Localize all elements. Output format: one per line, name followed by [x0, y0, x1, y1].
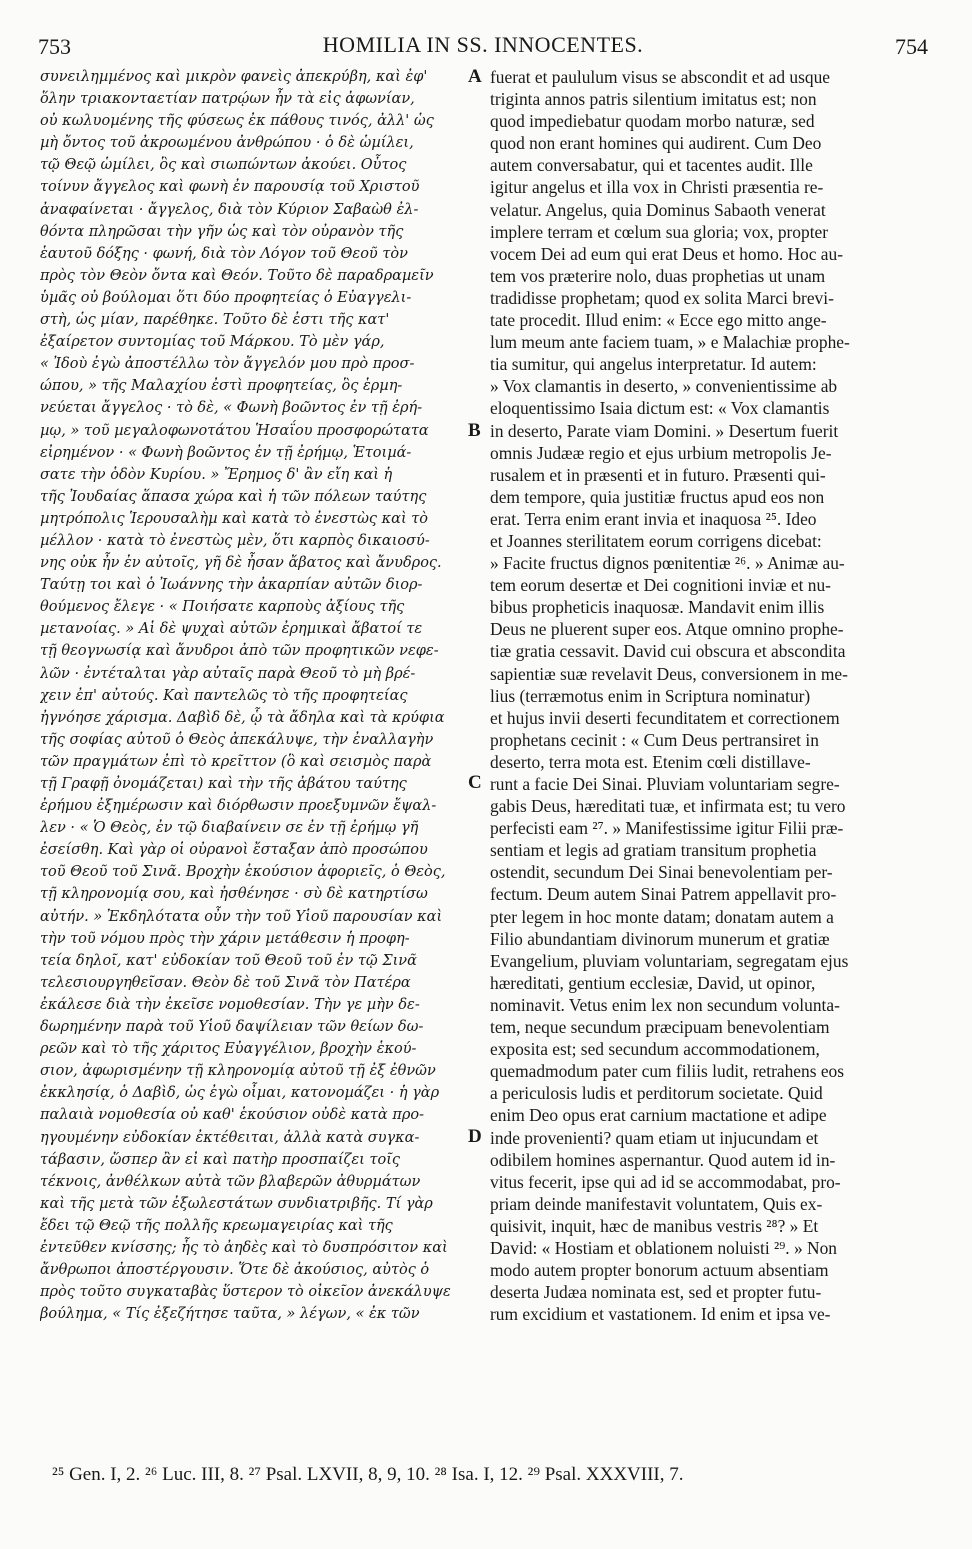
greek-text-line: µητρόπολις Ἱερουσαλὴµ καὶ κατὰ τὸ ἐνεστὼς καὶ τὸ [40, 510, 429, 527]
greek-text-line: συνειληµµένος καὶ µικρὸν φανεὶς ἀπεκρύβη, καὶ ἐφ' [40, 69, 428, 85]
latin-text-line: tradidisse prophetam; quod ex solita Marci brevi- [490, 287, 834, 308]
latin-text-line: Evangelium, pluviam voluntariam, segregatam ejus [490, 950, 849, 971]
greek-text-line: σατε τὴν ὁδὸν Κυρίου. » Ἔρηµος δ' ἂν εἴη καὶ ἡ [40, 466, 393, 483]
greek-text-line: µῳ, » τοῦ µεγαλοφωνοτάτου Ἡσαΐου προσφορώτατα [40, 422, 429, 439]
latin-text-line: exposita est; sed secundum accommodationem, [490, 1039, 820, 1060]
greek-text-line: θόντα πληρῶσαι τὴν γῆν ὡς καὶ τὸν οὐρανὸν τῆς [40, 223, 404, 240]
latin-text-line: lum meum ante faciem tuam, » e Malachiæ prophe- [490, 332, 850, 353]
latin-text-line: autem conversabatur, qui et tacentes audit. Ille [490, 155, 813, 176]
margin-letter-a: A [468, 66, 482, 87]
latin-text-line: tia sumitur, qui angelus interpretatur. Id autem: [490, 354, 817, 375]
latin-text-line: tate procedit. Illud enim: « Ecce ego mitto ange- [490, 310, 827, 331]
greek-text-line: νης οὐκ ἦν ἐν αὐτοῖς, γῆ δὲ ἦσαν ἄβατος καὶ ἄνυδρος. [40, 555, 442, 572]
latin-text-line: quod non erant homines qui audirent. Cum Deo [490, 133, 822, 154]
greek-text-line: δωρηµένην παρὰ τοῦ Υἱοῦ δαψίλειαν τῶν θείων δω- [40, 1019, 424, 1036]
latin-text-line: deserta Judæa nominata est, sed et propter futu- [490, 1282, 822, 1303]
greek-text-line: τὴν τοῦ νόµου πρὸς τὴν χάριν µετάθεσιν ἡ προφη- [40, 930, 410, 947]
latin-text-line: quisivit, inquit, hæc de manibus vestris ²⁸? » Et [490, 1215, 819, 1236]
greek-text-line: ἔδει τῷ Θεῷ τῆς πολλῆς κρεωµαγειρίας καὶ τῆς [40, 1217, 393, 1234]
greek-text-line: ἀναφαίνεται · ἄγγελος, διὰ τὸν Κύριον Σαβαὼθ ἐλ- [40, 201, 419, 218]
latin-text-line: fuerat et paululum visus se abscondit et ad usque [490, 67, 831, 87]
latin-text-line: triginta annos patris silentium imitatus est; non [490, 89, 817, 110]
greek-text-line: πρὸς τὸν Θεὸν ὄντα καὶ Θεόν. Τοῦτο δὲ παραδραµεῖν [40, 267, 434, 284]
latin-text-line: a periculosis ludis et perditorum societate. Quid [490, 1083, 823, 1104]
greek-text-line: τῆς Ἰουδαίας ἅπασα χώρα καὶ ἡ τῶν πόλεων ταύτης [40, 488, 427, 505]
greek-text-line: τῇ κληρονοµίᾳ σου, καὶ ἠσθένησε · σὺ δὲ κατηρτίσω [40, 886, 428, 903]
greek-text-line: τοίνυν ἄγγελος καὶ φωνὴ ἐν παρουσίᾳ τοῦ Χριστοῦ [40, 179, 420, 196]
greek-text-line: τάβασιν, ὥσπερ ἂν εἰ καὶ πατὴρ προσπαίζει τοῖς [40, 1151, 401, 1168]
latin-text-line: gabis Deus, hæreditati tuæ, et infirmata est; tu vero [490, 796, 846, 817]
greek-text-line: θούµενος ἔλεγε · « Ποιήσατε καρποὺς ἀξίους τῆς [40, 599, 405, 616]
latin-text-line: fectum. Deum autem Sinai Patrem appellavit pro- [490, 884, 837, 905]
greek-text-line: ηγουµένην εὐδοκίαν ἐκτέθειται, ἀλλὰ κατὰ συγκα- [40, 1129, 420, 1146]
latin-text-line: sapientiæ suæ revelavit Deus, conversionem in me- [490, 663, 848, 684]
latin-text-line: velatur. Angelus, quia Dominus Sabaoth venerat [490, 199, 826, 220]
latin-text-line: ostendit, secundum Dei Sinai benevolentiam per- [490, 862, 833, 883]
greek-text-line: ἐντεῦθεν κνίσσης; ἧς τὸ ἀηδὲς καὶ τὸ δυσπρόσιτον καὶ [40, 1239, 448, 1256]
greek-text-line: « Ἰδοὺ ἐγὼ ἀποστέλλω τὸν ἄγγελόν µου πρὸ προσ- [40, 356, 415, 373]
greek-text-line: Ταύτῃ τοι καὶ ὁ Ἰωάννης τὴν ἀκαρπίαν αὐτῶν διορ- [40, 577, 423, 594]
latin-text-line: vocem Dei ad eum qui erat Deus et homo. Hoc au- [490, 243, 844, 264]
latin-text-line: et hujus invii deserti fecunditatem et correctionem [490, 707, 840, 728]
greek-text-line: ἐκκλησίᾳ, ὁ Δαβὶδ, ὡς ἐγὼ οἶµαι, κατονοµάζει · ἡ γὰρ [40, 1085, 440, 1102]
margin-letter-b: B [468, 420, 481, 441]
greek-text-line: τῆς σοφίας αὐτοῦ ὁ Θεὸς ἀπεκάλυψε, τὴν ἐναλλαγὴν [40, 731, 434, 748]
latin-text-line: rusalem et in præsenti et in futuro. Præsenti qui- [490, 464, 826, 485]
right-page-number: 754 [895, 34, 928, 59]
latin-text-line: dem tempore, quia justitiæ fructus apud eos non [490, 486, 825, 507]
greek-text-line: χειν ἐπ' αὐτούς. Καὶ παντελῶς τὸ τῆς προφητείας [40, 687, 408, 704]
footnotes: ²⁵ Gen. I, 2. ²⁶ Luc. III, 8. ²⁷ Psal. LXVII, 8, 9, 10. ²⁸ Isa. I, 12. ²⁹ Psal. XXXVIII, 7. [52, 1464, 684, 1485]
latin-text-line: runt a facie Dei Sinai. Pluviam voluntariam segre- [490, 774, 840, 794]
latin-text-line: Filio abundantiam divinorum munerum et gratiæ [490, 928, 830, 949]
greek-text-line: παλαιὰ νοµοθεσία οὐ καθ' ἑκούσιον οὐδὲ κατὰ προ- [40, 1107, 425, 1124]
greek-text-line: τῶν πραγµάτων ἐπὶ τὸ κρεῖττον (ὃ καὶ σεισµὸς παρὰ [40, 753, 432, 770]
left-page-number: 753 [38, 34, 71, 59]
greek-text-line: τῇ θεογνωσίᾳ καὶ ἄνυδροι ἀπὸ τῶν προφητικῶν νεφε- [40, 643, 439, 660]
greek-text-line: πρὸς τοῦτο συγκαταβὰς ὕστερον τὸ οἰκεῖον ἀνεκάλυψε [40, 1284, 451, 1301]
greek-text-line: σιον, ἀφωρισµένην τῇ κληρονοµίᾳ αὐτοῦ τῇ ἐξ ἐθνῶν [40, 1063, 436, 1080]
latin-text-line: sentiam et legis ad gratiam transitum prophetia [490, 840, 817, 861]
greek-text-line: τῇ Γραφῇ ὀνοµάζεται) καὶ τὴν τῆς ἀβάτου ταύτης [40, 776, 407, 792]
greek-text-line: ἄνθρωποι ἀποστέργουσιν. Ὅτε δὲ ἀκούσιος, αὐτὸς ὁ [40, 1262, 430, 1279]
greek-text-line: λεν · « Ὁ Θεὸς, ἐν τῷ διαβαίνειν σε ἐν τῇ ἐρήµῳ γῆ [40, 820, 419, 837]
latin-text-line: perfecisti eam ²⁷. » Manifestissime igitur Filii præ- [490, 818, 844, 839]
greek-text-line: αὐτήν. » Ἐκδηλότατα οὖν τὴν τοῦ Υἱοῦ παρουσίαν καὶ [40, 908, 443, 925]
greek-text-line: τέκνοις, ἀνθέλκων αὐτὰ τῶν βλαβερῶν ἀθυρµάτων [40, 1173, 421, 1190]
latin-text-line: igitur angelus et illa vox in Christi præsentia re- [490, 177, 824, 198]
greek-text-line: τοῦ Θεοῦ τοῦ Σινᾶ. Βροχὴν ἑκούσιον ἀφοριεῖς, ὁ Θεὸς, [40, 864, 446, 881]
latin-text-line: erat. Terra enim erant invia et inaquosa ²⁵. Ideo [490, 508, 817, 529]
latin-text-line: priam deinde manifestavit voluntatem, Quis ex- [490, 1193, 823, 1214]
greek-text-line: µὴ ὄντος τοῦ ἀκροωµένου ἀνθρώπου · ὁ δὲ ὡµίλει, [40, 135, 414, 152]
latin-text-line: lius (terræmotus enim in Scriptura nominatur) [490, 685, 811, 706]
greek-text-line: ἐκάλεσε διὰ τὴν ἐκεῖσε νοµοθεσίαν. Τὴν γε µὴν δε- [40, 996, 420, 1013]
latin-text-line: quemadmodum pater cum filiis ludit, retrahens eos [490, 1061, 845, 1082]
greek-text-line: στὴ, ὡς µίαν, παρέθηκε. Τοῦτο δὲ ἐστι τῆς κατ' [40, 312, 390, 329]
greek-text-line: λῶν · ἐντέταλται γὰρ αὐταῖς παρὰ Θεοῦ τὸ µὴ βρέ- [40, 665, 416, 682]
latin-text-line: quod impediebatur quodam morbo naturæ, sed [490, 111, 815, 132]
greek-text-line: ώπου, » τῆς Μαλαχίου ἐστὶ προφητείας, ὃς ἑρµη- [40, 378, 403, 395]
greek-text-line: εἰρηµένον · « Φωνὴ βοῶντος ἐν τῇ ἐρήµῳ, Ἑτοιµά- [40, 444, 412, 461]
greek-text-line: ρεῶν καὶ τὸ τῆς χάριτος Εὐαγγέλιον, βροχὴν ἑκού- [40, 1041, 417, 1058]
latin-text-line: » Vox clamantis in deserto, » convenientissime ab [490, 376, 838, 397]
page-header [38, 28, 928, 58]
latin-text-column [490, 66, 928, 1325]
greek-text-line: ἐρήµου ἐξηµέρωσιν καὶ διόρθωσιν προεξυµνῶν ἔψαλ- [40, 798, 437, 815]
latin-text-line: prophetans cecinit : « Cum Deus pertransiret in [490, 729, 819, 750]
latin-text-line: eloquentissimo Isaia dictum est: « Vox clamantis [490, 398, 830, 419]
latin-text-line: enim Deo opus erat carnium mactatione et adipe [490, 1105, 827, 1126]
greek-text-line: οὐ κωλυοµένης τῆς φύσεως ἐκ πάθους τινός, ἀλλ' ὡς [40, 113, 434, 130]
greek-text-column [40, 66, 464, 1325]
latin-text-line: pter legem in hoc monte datam; donatam autem a [490, 906, 834, 927]
latin-text-line: tem vos præterire nolo, duas prophetias ut unam [490, 265, 826, 286]
latin-text-line: rum excidium et vastationem. Id enim et ipsa ve- [490, 1304, 831, 1325]
latin-text-line: deserto, terra mota est. Etenim cœli distillave- [490, 751, 811, 772]
greek-text-line: µέλλον · κατὰ τὸ ἐνεστὼς µὲν, ὅτι καρπὸς δικαιοσύ- [40, 532, 430, 549]
latin-text-line: hæreditati, gentium ecclesiæ, David, ut opinor, [490, 972, 816, 993]
greek-text-line: ἐξαίρετον συντοµίας τοῦ Μάρκου. Τὸ µὲν γάρ, [40, 334, 385, 351]
latin-text-line: tiæ gratia cessavit. David cui obscura et abscondita [490, 641, 846, 662]
latin-text-line: inde provenienti? quam etiam ut injucundam et [490, 1127, 819, 1148]
latin-text-line: et Joannes sterilitatem eorum corrigens dicebat: [490, 530, 822, 551]
latin-text-line: tem, neque secundum præcipuam benevolentiam [490, 1017, 830, 1038]
latin-text-line: omnis Judææ regio et ejus urbium metropolis Je- [490, 442, 832, 463]
greek-text-line: νεύεται ἄγγελος · τὸ δὲ, « Φωνὴ βοῶντος ἐν τῇ ἐρή- [40, 400, 423, 417]
latin-text-line: tem eorum desertæ et Dei cognitioni inviæ et nu- [490, 575, 831, 596]
greek-text-line: τελεσιουργηθεῖσαν. Θεὸν δὲ τοῦ Σινᾶ τὸν Πατέρα [40, 974, 411, 991]
greek-text-line: καὶ τῆς µετὰ τῶν ἐξωλεστάτων συνδιατριβῆς. Τί γὰρ [40, 1195, 433, 1212]
latin-text-line: in deserto, Parate viam Domini. » Desertum fuerit [490, 420, 839, 441]
greek-text-line: τεία δηλοῖ, κατ' εὐδοκίαν τοῦ Θεοῦ τοῦ ἐν τῷ Σινᾶ [40, 952, 417, 969]
latin-text-line: Deus ne pluerent super eos. Atque omnino prophe- [490, 619, 844, 640]
greek-text-line: µετανοίας. » Αἱ δὲ ψυχαὶ αὐτῶν ἐρηµικαὶ ἄβατοί τε [40, 621, 423, 638]
greek-text-line: ἐσείσθη. Καὶ γὰρ οἱ οὐρανοὶ ἔσταξαν ἀπὸ προσώπου [40, 842, 428, 859]
greek-text-line: ἑαυτοῦ δόξης · φωνή, διὰ τὸν Λόγον τοῦ Θεοῦ τὸν [40, 245, 408, 262]
latin-text-line: implere terram et cœlum sua gloria; vox, propter [490, 221, 829, 242]
greek-text-line: ὅλην τριακονταετίαν πατρῴων ἦν τὰ εἰς ἀφωνίαν, [40, 91, 415, 108]
latin-text-line: » Facite fructus dignos pœnitentiæ ²⁶. » Animæ au- [490, 553, 845, 574]
latin-text-line: bibus propheticis inaquosæ. Mandavit enim illis [490, 597, 825, 618]
latin-text-line: modo autem propter bonorum actuum absentiam [490, 1260, 829, 1281]
greek-text-line: τῷ Θεῷ ὡµίλει, ὃς καὶ σιωπώντων ἀκούει. Οὗτος [40, 157, 407, 174]
latin-text-line: nominavit. Vetus enim lex non secundum volunta- [490, 994, 840, 1015]
greek-text-line: ὑµᾶς οὐ βούλοµαι ὅτι δύο προφητείας ὁ Εὐαγγελι- [40, 289, 412, 306]
margin-letter-d: D [468, 1126, 482, 1147]
greek-text-line: ἠγνόησε χάρισµα. Δαβὶδ δὲ, ᾧ τὰ ἄδηλα καὶ τὰ κρύφια [40, 709, 445, 726]
latin-text-line: vitus fecerit, ipse qui ad id se accommodabat, pro- [490, 1171, 841, 1192]
running-title: HOMILIA IN SS. INNOCENTES. [322, 32, 644, 57]
latin-text-line: odibilem homines aspernantur. Quod autem id in- [490, 1149, 836, 1170]
latin-text-line: David: « Hostiam et oblationem noluisti ²⁹. » Non [490, 1237, 837, 1258]
greek-text-line: βούληµα, « Τίς ἐξεζήτησε ταῦτα, » λέγων, « ἐκ τῶν [40, 1306, 420, 1323]
margin-letter-c: C [468, 772, 482, 793]
